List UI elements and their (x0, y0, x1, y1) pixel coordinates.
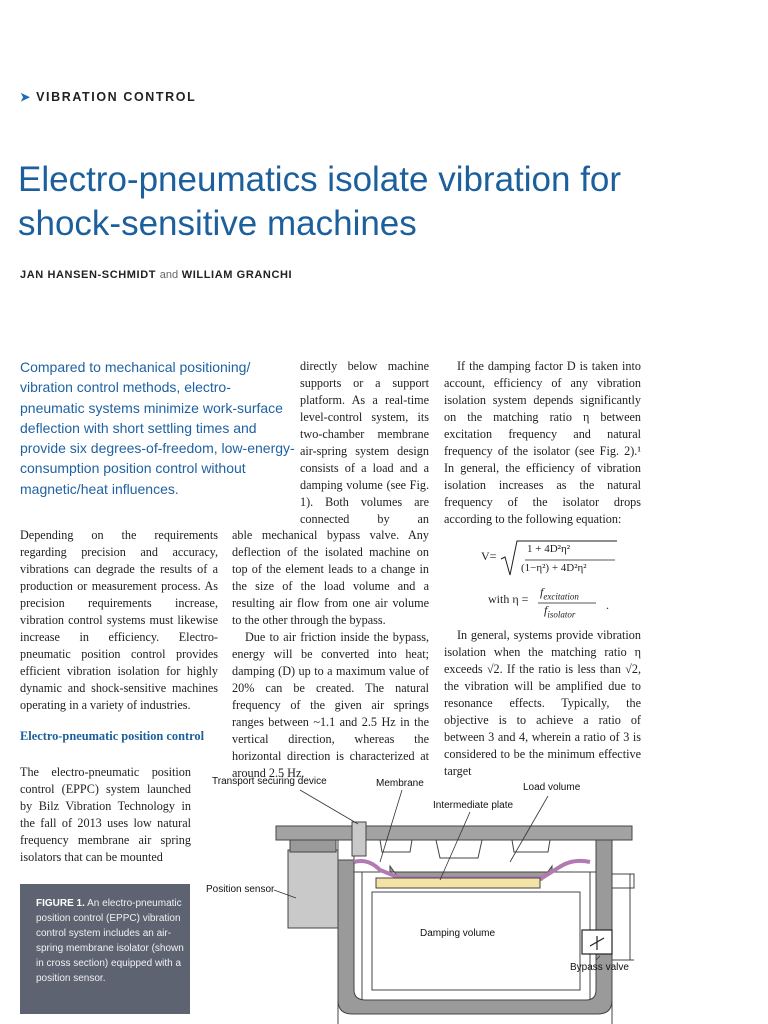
article-lead: Compared to mechanical positioning/ vibration control methods, electro-pneumatic systems minimize work-surface deflection with short settling times and provide six degrees-of-freedom, low-energy-consumption position control without magnetic/heat influences. (20, 359, 295, 497)
col2-para1-top: directly below machine supports or a support platform. As a real-time level-control system, its two-chamber membrane air-spring system design consists of a load and a damping volume (see Fig. 1). Both volumes are connected by an (300, 359, 429, 526)
author-2: WILLIAM GRANCHI (181, 269, 293, 281)
author-1: JAN HANSEN-SCHMIDT (20, 269, 157, 281)
label-membrane: Membrane (376, 778, 424, 789)
caption-text: An electro-pneumatic position control (EPPC) vibration control system includes an air-spring membrane isolator (shown in cross section) equipped with a position sensor. (36, 898, 184, 984)
top-platform (276, 826, 632, 840)
subhead: Electro-pneumatic position control (20, 729, 205, 743)
intermediate-plate-shape (376, 878, 540, 888)
chevron-right-icon: ➤ (20, 90, 31, 104)
label-damping-volume: Damping volume (420, 928, 496, 939)
eq-eta-numerator: $f_{excitation}$ (540, 585, 579, 602)
section-label: VIBRATION CONTROL (36, 90, 197, 104)
col2-para1-cont: able mechanical bypass valve. Any deflection of the isolated machine on top of the element leads to a change in the size of the load volume and a resulting air flow from one air volume to the other through the bypass. (232, 528, 429, 627)
col1-text: The electro-pneumatic position control (EPPC) system launched by Bilz Vibration Technology in the fall of 2013 uses low natural frequency membrane air spring isolators that can be mounted (20, 765, 191, 864)
eq-numerator: 1 + 4D²η² (527, 543, 570, 555)
col2-para2: Due to air friction inside the bypass, energy will be converted into heat; damping (D) up to a maximum value of 20% can be created. The natural frequency of the given air springs ranges between ~1.1 and 2.5 Hz in the vertical direction, whereas the horizontal direction is characterized at around 2.5 Hz. (232, 630, 429, 780)
label-position-sensor: Position sensor (206, 884, 275, 895)
label-load-volume: Load volume (523, 782, 581, 793)
col3-para2: In general, systems provide vibration isolation when the matching ratio η exceeds √2. If the ratio is less than √2, the vibration will be amplified due to resonance effects. Typically, the objective is to achieve a ratio of between 3 and 4, wherein a ratio of 3 is considered to be the minimum effective target (444, 628, 641, 778)
eq-denominator: (1−η²) + 4D²η² (521, 562, 587, 574)
caption-label: FIGURE 1. (36, 898, 85, 909)
eq-lhs: V= (481, 549, 497, 563)
article-title: Electro-pneumatics isolate vibration for shock-sensitive machines (18, 160, 622, 243)
label-intermediate-plate: Intermediate plate (433, 800, 514, 811)
eq-period: . (606, 598, 609, 612)
label-transport: Transport securing device (212, 776, 327, 787)
label-bypass-valve: Bypass valve (570, 962, 629, 973)
byline-and: and (159, 269, 179, 281)
eq-eta-denominator: $f_{isolator}$ (544, 603, 576, 620)
intro-text: Depending on the requirements regarding precision and accuracy, vibrations can degrade the results of a production or measurement process. As precision requirements increase, vibration control systems must likewise increase in efficiency. Electro-pneumatic position control provides efficient vibration isolation for highly dynamic and shock-sensitive machines operating in a variety of industries. (20, 528, 218, 712)
col3-para1: If the damping factor D is taken into account, efficiency of any vibration isolation system depends significantly on the matching ratio η between excitation frequency and natural frequency of the isolator (see Fig. 2).¹ In general, the efficiency of vibration isolation increases as the natural frequency of the isolator drops according to the following equation: (444, 359, 641, 526)
position-sensor-shape (288, 850, 338, 928)
transport-device-shape (352, 822, 366, 856)
eq-with: with η = (488, 592, 529, 606)
